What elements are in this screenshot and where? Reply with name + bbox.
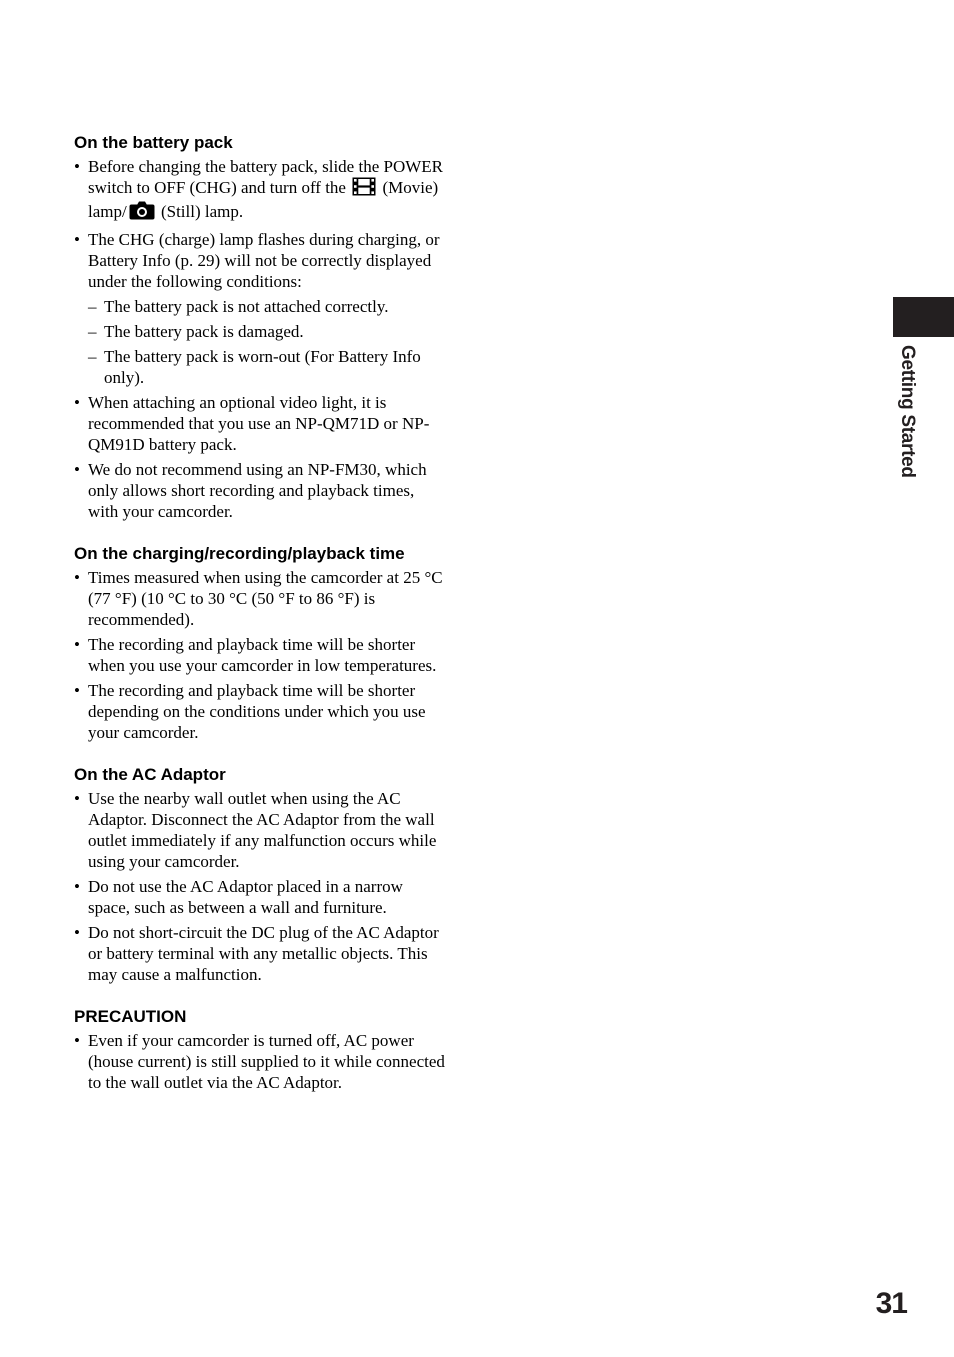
dash-mark: – [88,322,97,341]
page-number: 31 [875,1287,907,1320]
bullet-mark: • [74,230,80,249]
section-battery-pack [74,131,446,522]
bullet-text: Do not use the AC Adaptor placed in a narrow space, such as between a wall and furniture. [88,877,403,917]
section-precaution [74,1005,446,1093]
bullet-item [74,156,446,225]
chapter-tab [893,297,954,337]
section-heading: On the battery pack [74,133,233,152]
movie-icon [352,177,376,201]
bullet-text: Use the nearby wall outlet when using the AC Adaptor. Disconnect the AC Adaptor from the wall outlet immediately if any malfunction occurs while using your camcorder. [88,789,437,871]
movie-lamp-text: (Movie) lamp/ [88,178,439,221]
bullet-mark: • [74,923,80,942]
bullet-item [74,876,446,918]
bullet-mark: • [74,157,80,176]
dash-mark: – [88,297,97,316]
chapter-label-text: Getting Started [897,345,918,478]
bullet-text: Do not short-circuit the DC plug of the AC Adaptor or battery terminal with any metallic objects. This may cause a malfunction. [88,923,439,984]
main-column [74,131,446,1097]
bullet-mark: • [74,393,80,412]
bullet-text: Times measured when using the camcorder at 25 °C (77 °F) (10 °C to 30 °C (50 °F to 86 °F) is recommended). [88,568,443,629]
bullet-item [74,459,446,522]
bullet-mark: • [74,877,80,896]
bullet-text: We do not recommend using an NP-FM30, which only allows short recording and playback times, with your camcorder. [88,460,427,521]
bullet-item [74,229,446,292]
bullet-text: The recording and playback time will be shorter depending on the conditions under which you use your camcorder. [88,681,426,742]
dash-item [74,321,446,342]
dash-item [74,346,446,388]
dash-text: The battery pack is worn-out (For Battery Info only). [104,347,421,387]
bullet-mark: • [74,789,80,808]
bullet-text: The CHG (charge) lamp flashes during charging, or Battery Info (p. 29) will not be correctly displayed under the following conditions: [88,230,440,291]
section-heading: On the charging/recording/playback time [74,544,405,563]
bullet-text: The recording and playback time will be shorter when you use your camcorder in low temperatures. [88,635,437,675]
bullet-text: Before changing the battery pack, slide the POWER switch to OFF (CHG) and turn off the [88,157,443,197]
camera-icon [129,201,155,225]
section-ac-adaptor [74,763,446,985]
section-heading: PRECAUTION [74,1007,187,1026]
bullet-item [74,680,446,743]
bullet-item [74,567,446,630]
bullet-text: Even if your camcorder is turned off, AC power (house current) is still supplied to it while connected to the wall outlet via the AC Adaptor. [88,1031,445,1092]
dash-text: The battery pack is not attached correctly. [104,297,389,316]
bullet-item [74,1030,446,1093]
dash-mark: – [88,347,97,366]
bullet-mark: • [74,568,80,587]
bullet-mark: • [74,681,80,700]
bullet-mark: • [74,1031,80,1050]
section-charging-time [74,542,446,743]
still-lamp-text: (Still) lamp. [160,202,244,221]
dash-text: The battery pack is damaged. [104,322,304,341]
dash-item [74,296,446,317]
bullet-item [74,788,446,872]
bullet-mark: • [74,460,80,479]
bullet-text: When attaching an optional video light, it is recommended that you use an NP-QM71D or NP-QM91D battery pack. [88,393,430,454]
chapter-label [897,345,927,485]
bullet-item [74,922,446,985]
bullet-mark: • [74,635,80,654]
bullet-item [74,634,446,676]
bullet-item [74,392,446,455]
section-heading: On the AC Adaptor [74,765,226,784]
